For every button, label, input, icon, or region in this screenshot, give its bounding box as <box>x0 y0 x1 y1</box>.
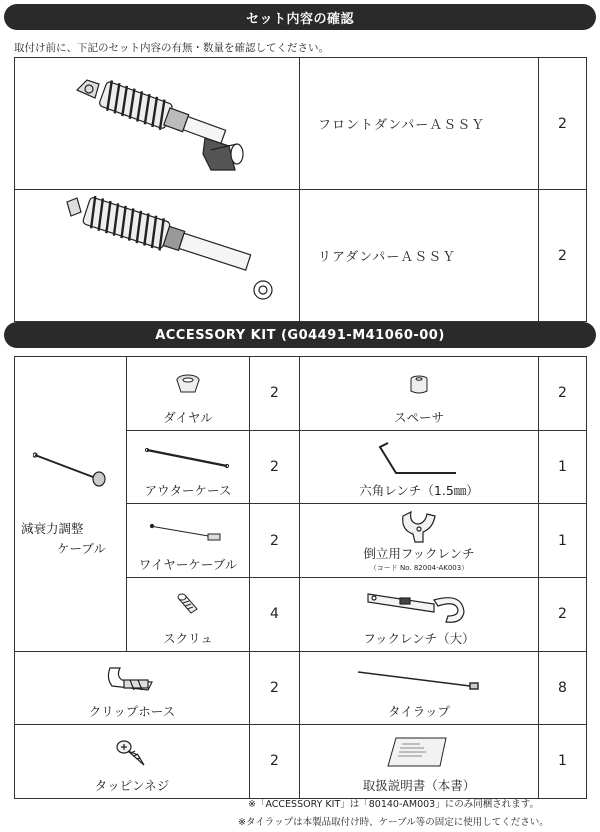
item-name: スクリュ <box>163 630 213 646</box>
manual-cell <box>300 725 539 799</box>
spacer-cell <box>300 357 539 431</box>
item-name: クリップホース <box>88 704 176 719</box>
manual-icon <box>384 736 454 770</box>
item-qty: 2 <box>539 357 587 431</box>
intro-text: 取付け前に、下記のセット内容の有無・数量を確認してください。 <box>14 42 329 54</box>
item-qty: 2 <box>539 190 587 322</box>
item-qty: 2 <box>539 58 587 190</box>
item-qty: 8 <box>539 651 587 725</box>
contents-table <box>14 57 587 322</box>
footnote: ※「ACCESSORY KIT」は「80140-AM003」にのみ同梱されます。 <box>248 799 539 810</box>
damping-cable-label-2: ケーブル <box>57 541 106 556</box>
item-qty: 1 <box>539 430 587 504</box>
item-qty: 2 <box>250 651 300 725</box>
inverted-hook-wrench-icon <box>397 508 441 544</box>
section-title-accessory-kit: ACCESSORY KIT (G04491-M41060-00) <box>4 322 596 348</box>
hex-wrench-cell <box>300 430 539 504</box>
item-name: タイラップ <box>387 704 450 719</box>
cable-tie-cell <box>300 651 539 725</box>
footnote: ※タイラップは本製品取付け時、ケーブル等の固定に使用してください。 <box>238 817 549 828</box>
spacer-icon <box>407 374 431 396</box>
item-qty: 4 <box>250 578 300 652</box>
item-qty: 1 <box>539 504 587 578</box>
table-row <box>15 357 587 431</box>
cable-tie-icon <box>354 668 484 692</box>
inverted-hook-wrench-cell <box>300 504 539 578</box>
item-qty: 2 <box>250 357 300 431</box>
item-name: 倒立用フックレンチ <box>363 546 475 561</box>
accessory-table <box>14 356 587 799</box>
item-name: ワイヤーケーブル <box>138 557 238 572</box>
item-name: フックレンチ（大） <box>363 630 475 646</box>
item-name: リアダンパーＡＳＳＹ <box>300 190 539 322</box>
dial-icon <box>173 370 203 400</box>
damping-cable-cell <box>15 357 127 652</box>
tapping-screw-icon <box>114 737 150 769</box>
screw-icon <box>173 593 203 619</box>
table-row <box>15 725 587 799</box>
hook-wrench-cell <box>300 578 539 652</box>
clip-hose-icon <box>104 664 160 696</box>
item-name: 取扱説明書（本書） <box>362 777 476 793</box>
front-damper-icon <box>15 58 300 185</box>
hex-wrench-icon <box>374 439 464 479</box>
table-row <box>15 58 587 190</box>
screw-cell <box>127 578 250 652</box>
damping-cable-icon <box>33 447 113 487</box>
front-damper-image-cell <box>15 58 300 190</box>
outer-case-icon <box>143 446 233 472</box>
rear-damper-image-cell <box>15 190 300 322</box>
item-code: （コード No. 82004-AK003） <box>369 564 469 572</box>
item-name: フロントダンパーＡＳＳＹ <box>300 58 539 190</box>
hook-wrench-icon <box>364 586 474 626</box>
rear-damper-icon <box>15 190 300 317</box>
wire-cable-cell <box>127 504 250 578</box>
dial-cell <box>127 357 250 431</box>
section-title-contents: セット内容の確認 <box>4 4 596 30</box>
item-name: スペーサ <box>393 409 444 425</box>
outer-case-cell <box>127 430 250 504</box>
item-qty: 2 <box>250 430 300 504</box>
item-name: 六角レンチ（1.5㎜） <box>359 483 479 498</box>
table-row <box>15 190 587 322</box>
item-name: タッピンネジ <box>94 777 170 793</box>
item-qty: 2 <box>250 725 300 799</box>
item-name: ダイヤル <box>163 409 213 425</box>
wire-cable-icon <box>148 522 228 544</box>
damping-cable-label-1: 減衰力調整 <box>21 521 84 536</box>
item-qty: 1 <box>539 725 587 799</box>
item-qty: 2 <box>539 578 587 652</box>
table-row <box>15 651 587 725</box>
clip-hose-cell <box>15 651 250 725</box>
tapping-screw-cell <box>15 725 250 799</box>
item-qty: 2 <box>250 504 300 578</box>
item-name: アウターケース <box>144 483 232 498</box>
